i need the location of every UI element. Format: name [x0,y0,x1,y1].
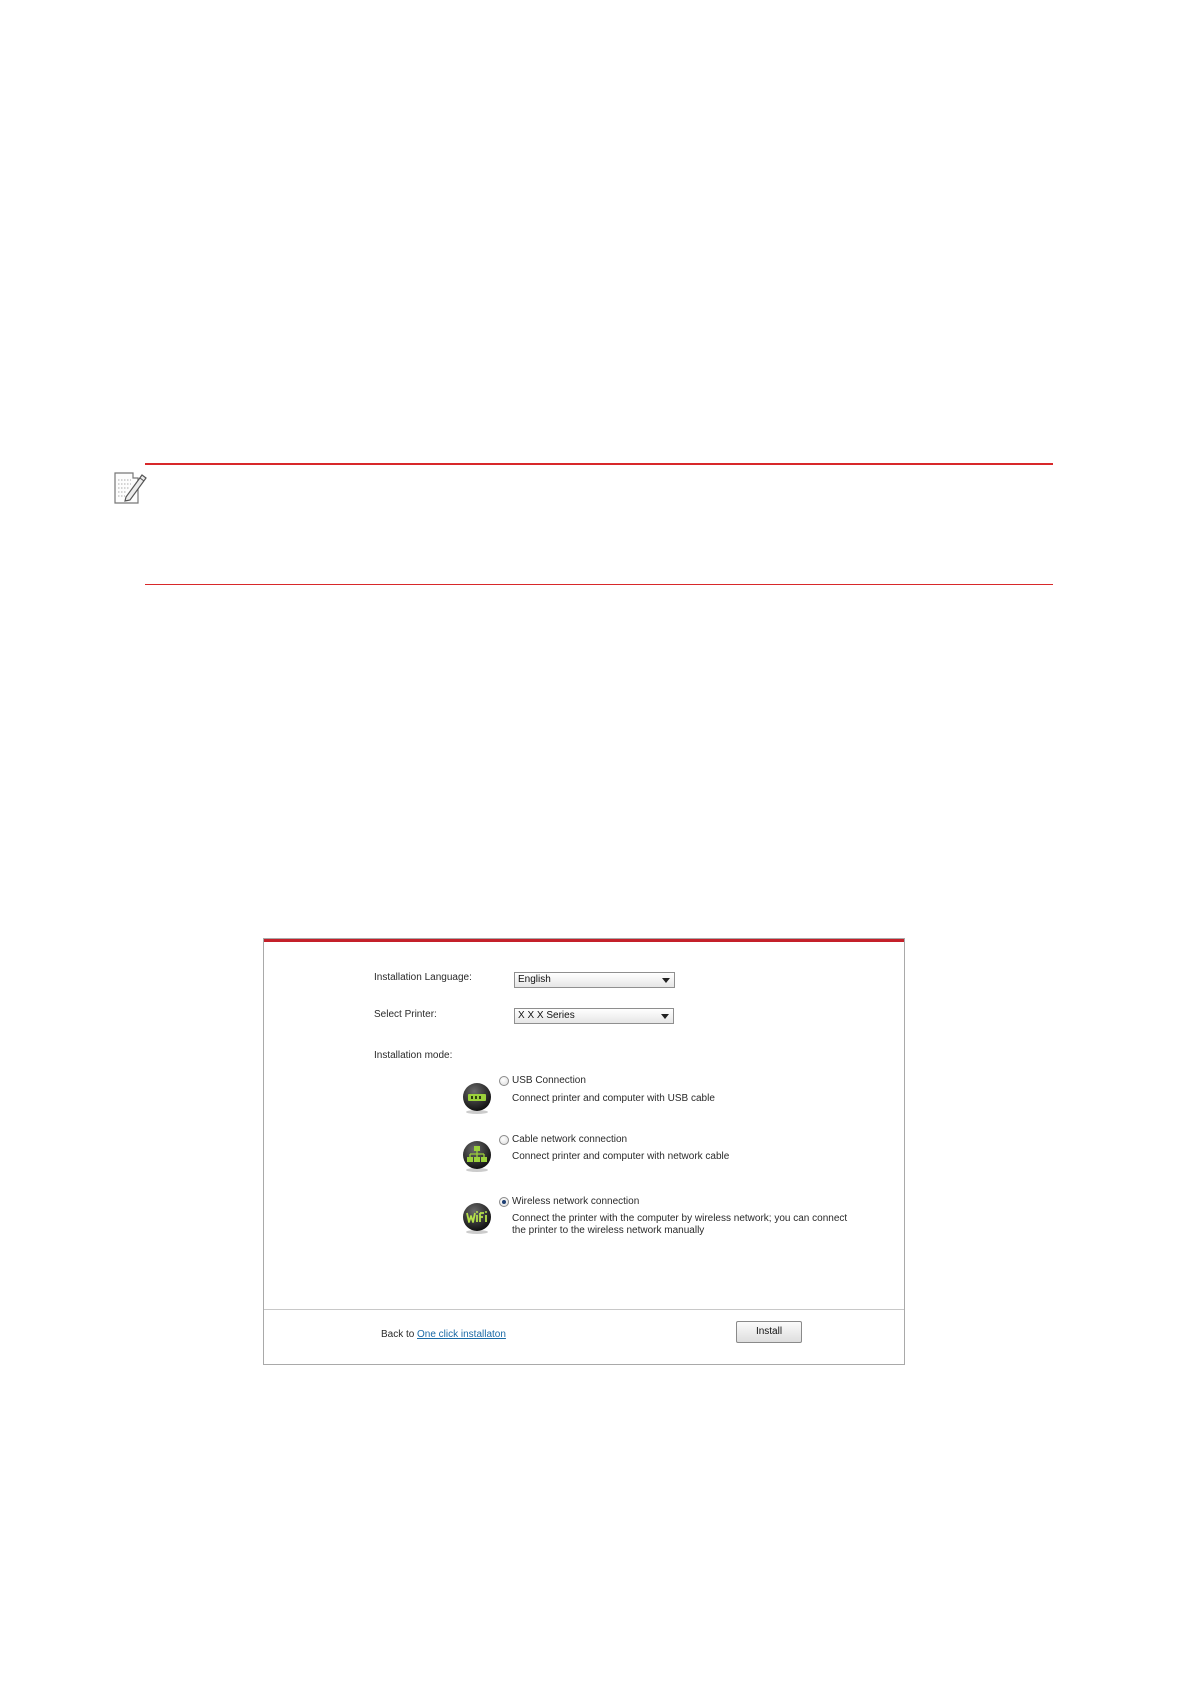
cable-network-radio[interactable] [499,1135,509,1145]
note-top-rule [145,463,1053,465]
footer-divider [264,1309,904,1310]
installation-language-value: English [518,974,551,985]
wifi-icon [460,1201,494,1235]
installation-language-select[interactable] [514,972,675,988]
usb-icon [460,1081,494,1115]
note-pencil-icon [111,470,147,506]
cable-network-title: Cable network connection [512,1134,628,1145]
installer-window [263,938,905,1365]
wireless-network-title: Wireless network connection [512,1196,640,1207]
note-bottom-rule [145,584,1053,585]
chevron-down-icon [661,1014,669,1019]
back-to-text: Back to [381,1329,415,1340]
one-click-installation-link[interactable]: One click installaton [417,1329,506,1340]
cable-network-description: Connect printer and computer with network cable [512,1151,730,1162]
usb-connection-description: Connect printer and computer with USB cable [512,1093,715,1104]
usb-connection-radio[interactable] [499,1076,509,1086]
install-button[interactable]: Install [736,1321,802,1343]
select-printer-label: Select Printer: [374,1009,437,1020]
wireless-network-radio[interactable] [499,1197,509,1207]
installation-language-label: Installation Language: [374,972,472,983]
usb-connection-title: USB Connection [512,1075,586,1086]
window-accent-bar [264,939,904,942]
installation-mode-label: Installation mode: [374,1050,453,1061]
network-icon [460,1139,494,1173]
chevron-down-icon [662,978,670,983]
wireless-network-description [512,1213,847,1237]
wireless-description-line-2: the printer to the wireless network manually [512,1225,705,1236]
select-printer-value: X X X Series [518,1010,575,1021]
select-printer-select[interactable] [514,1008,674,1024]
wireless-description-line-1: Connect the printer with the computer by wireless network; you can connect [512,1213,848,1224]
